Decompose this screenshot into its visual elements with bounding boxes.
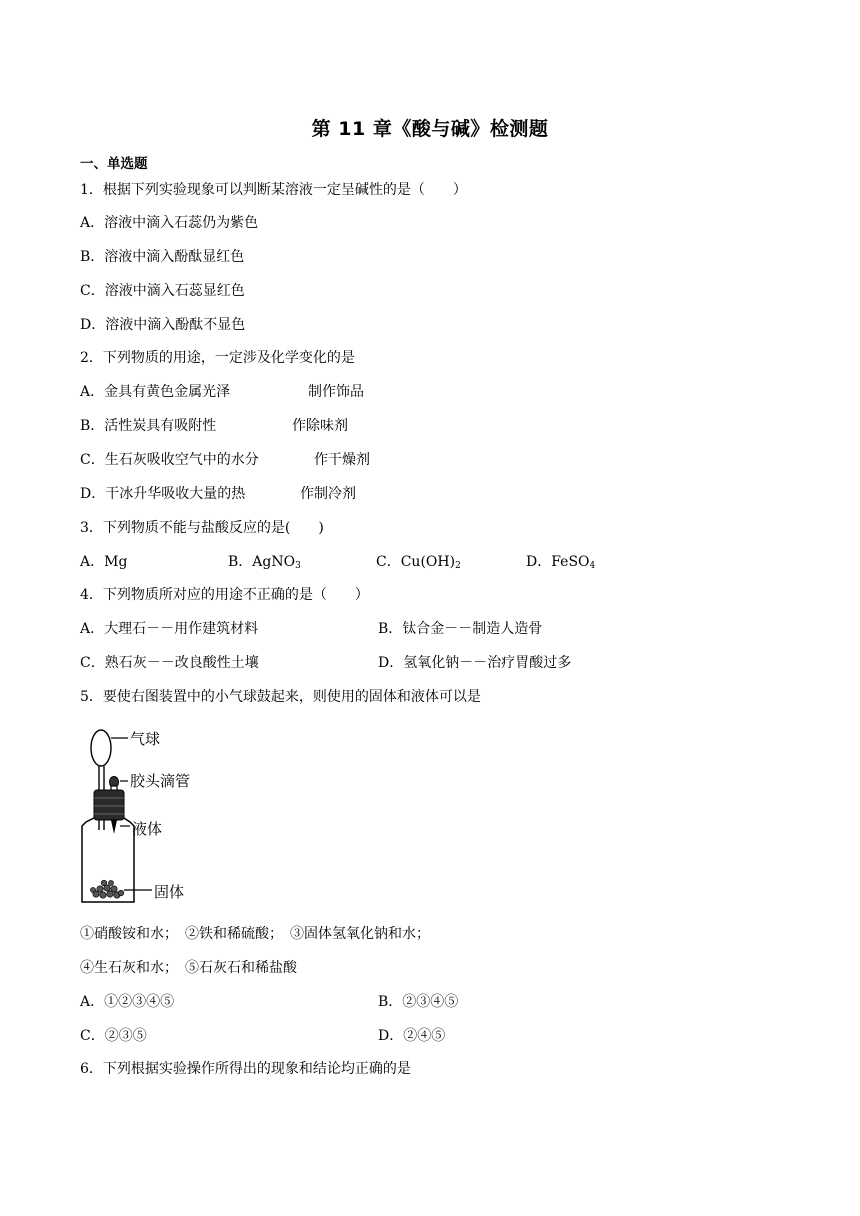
q2-option-a xyxy=(80,383,480,401)
q5-option-d: D．②④⑤ xyxy=(378,1028,446,1044)
q1-option-b: B．溶液中滴入酚酞显红色 xyxy=(80,249,245,265)
q2-option-a-text: A．金具有黄色金属光泽 xyxy=(80,384,231,400)
label-solid: 固体 xyxy=(154,883,185,901)
q2-option-a-use: 制作饰品 xyxy=(308,384,364,400)
q1-option-d: D．溶液中滴入酚酞不显色 xyxy=(80,317,246,333)
section-heading: 一、单选题 xyxy=(80,156,148,172)
q3-option-c: C．$Cu(OH)_2$ xyxy=(376,554,461,571)
q5-row-2 xyxy=(80,1027,680,1045)
q3-option-a: A．Mg xyxy=(80,554,128,570)
q5-option-a: A．①②③④⑤ xyxy=(80,994,175,1010)
q2-option-b-use: 作除味剂 xyxy=(292,418,348,434)
q5-option-b: B．②③④⑤ xyxy=(378,994,459,1010)
q1-option-c: C．溶液中滴入石蕊显红色 xyxy=(80,283,245,299)
rubber-stopper xyxy=(94,790,124,820)
apparatus-figure xyxy=(76,718,216,912)
page-title: 第 11 章《酸与碱》检测题 xyxy=(311,118,549,140)
q5-stem: 5．要使右图装置中的小气球鼓起来，则使用的固体和液体可以是 xyxy=(80,689,481,705)
q5-choices-line-2: ④生石灰和水； ⑤石灰石和稀盐酸 xyxy=(80,960,297,976)
q2-option-d-text: D．干冰升华吸收大量的热 xyxy=(80,486,246,502)
label-dropper: 胶头滴管 xyxy=(130,772,191,790)
q3-option-b: B．AgNO$_3$ xyxy=(228,554,301,571)
q2-option-d-use: 作制冷剂 xyxy=(300,486,356,502)
q5-row-1 xyxy=(80,993,680,1011)
q1-option-a: A．溶液中滴入石蕊仍为紫色 xyxy=(80,215,259,231)
q5-choices-line-1: ①硝酸铵和水； ②铁和稀硫酸； ③固体氢氧化钠和水； xyxy=(80,926,430,942)
q4-row-2 xyxy=(80,654,680,672)
q2-stem: 2．下列物质的用途，一定涉及化学变化的是 xyxy=(80,350,355,366)
q4-option-c: C．熟石灰－－改良酸性土壤 xyxy=(80,655,259,671)
q2-option-c xyxy=(80,451,480,469)
q3-stem: 3．下列物质不能与盐酸反应的是( ) xyxy=(80,520,324,536)
q2-option-d xyxy=(80,485,480,503)
solid-pellets xyxy=(90,880,123,898)
q2-option-c-text: C．生石灰吸收空气中的水分 xyxy=(80,452,259,468)
q4-option-d: D．氢氧化钠－－治疗胃酸过多 xyxy=(378,655,572,671)
balloon-shape xyxy=(91,730,111,766)
q1-stem: 1．根据下列实验现象可以判断某溶液一定呈碱性的是（ ） xyxy=(80,182,467,198)
q2-option-b xyxy=(80,417,480,435)
q3-option-d: D．FeSO$_4$ xyxy=(526,554,596,571)
label-balloon: 气球 xyxy=(130,730,161,748)
q4-stem: 4．下列物质所对应的用途不正确的是（ ） xyxy=(80,587,369,603)
q4-row-1 xyxy=(80,620,680,638)
label-liquid: 液体 xyxy=(132,820,163,838)
q5-option-c: C．②③⑤ xyxy=(80,1028,147,1044)
q4-option-a: A．大理石－－用作建筑材料 xyxy=(80,621,259,637)
q6-stem: 6．下列根据实验操作所得出的现象和结论均正确的是 xyxy=(80,1061,411,1077)
q2-option-b-text: B．活性炭具有吸附性 xyxy=(80,418,217,434)
q4-option-b: B．钛合金－－制造人造骨 xyxy=(378,621,543,637)
q2-option-c-use: 作干燥剂 xyxy=(314,452,370,468)
